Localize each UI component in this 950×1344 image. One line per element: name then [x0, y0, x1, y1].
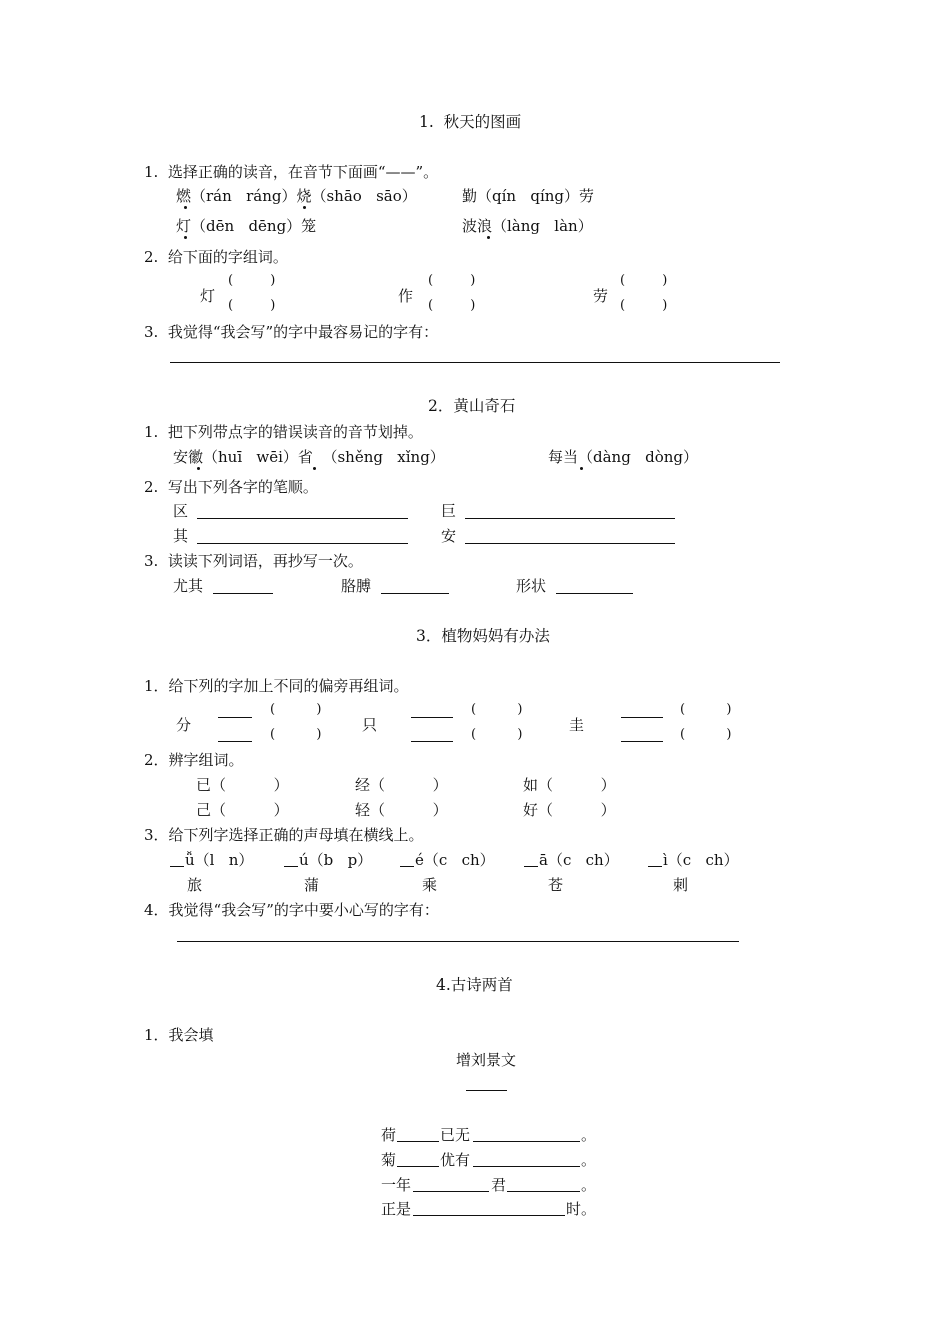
- s3-q3-item: ì（c ch）: [663, 851, 739, 869]
- answer-line[interactable]: [218, 717, 252, 718]
- s3-q3-char: 乘: [422, 876, 438, 894]
- answer-line[interactable]: [473, 1141, 580, 1142]
- answer-line[interactable]: [197, 543, 408, 544]
- s1-q2-char: 劳: [593, 287, 609, 305]
- s3-q4-label: 4．我觉得“我会写”的字中要小心写的字有：: [144, 901, 439, 919]
- s1-q2-char: 灯: [200, 287, 216, 305]
- answer-line[interactable]: [284, 866, 298, 867]
- answer-line[interactable]: [413, 1215, 565, 1216]
- section-2-title: 2．黄山奇石: [428, 397, 516, 415]
- s2-q1-item-a: 安徽（huī wēi）省 （shěng xǐng）: [173, 448, 445, 466]
- s1-q2-paren: ( ): [228, 298, 276, 313]
- s2-q2-char: 安: [441, 527, 457, 545]
- s1-q2-paren: ( ): [428, 298, 476, 313]
- s1-q2-char: 作: [398, 287, 414, 305]
- s1-q2-paren: ( ): [620, 298, 668, 313]
- s1-q2-paren: ( ): [228, 273, 276, 288]
- answer-line[interactable]: [397, 1166, 439, 1167]
- s3-q1-paren: ( ): [270, 727, 322, 742]
- poem-text: 荷: [381, 1126, 397, 1144]
- answer-line[interactable]: [400, 866, 414, 867]
- emphasis-dot: [197, 467, 200, 470]
- s3-q1-paren: ( ): [270, 702, 322, 717]
- s3-q2-item: 己（ ）: [196, 801, 289, 819]
- answer-line[interactable]: [621, 741, 663, 742]
- poem-text: 君: [491, 1176, 507, 1194]
- answer-line[interactable]: [170, 866, 184, 867]
- s2-q2-char: 其: [173, 527, 189, 545]
- s1-q2-paren: ( ): [428, 273, 476, 288]
- poem-text: 一年: [381, 1176, 412, 1194]
- s1-q1-row2-left: 灯（dēn dēng）笼: [176, 217, 317, 235]
- answer-line[interactable]: [465, 518, 675, 519]
- answer-line[interactable]: [473, 1166, 580, 1167]
- s2-q2-char: 区: [173, 502, 189, 520]
- answer-line[interactable]: [397, 1141, 439, 1142]
- s3-q2-item: 好（ ）: [523, 801, 616, 819]
- s3-q3-char: 旅: [187, 876, 203, 894]
- answer-line[interactable]: [213, 593, 273, 594]
- s3-q1-label: 1．给下列的字加上不同的偏旁再组词。: [144, 677, 409, 695]
- answer-line[interactable]: [621, 717, 663, 718]
- s3-q1-paren: ( ): [680, 727, 732, 742]
- emphasis-dot: [303, 206, 306, 209]
- author-blank[interactable]: [466, 1090, 507, 1091]
- s2-q2-label: 2. 写出下列各字的笔顺。: [144, 478, 318, 496]
- emphasis-dot: [313, 467, 316, 470]
- s2-q3-label: 3. 读读下列词语，再抄写一次。: [144, 552, 363, 570]
- poem-text: 。: [581, 1126, 597, 1144]
- emphasis-dot: [580, 467, 583, 470]
- answer-line[interactable]: [381, 593, 449, 594]
- s2-q2-char: 巨: [441, 502, 457, 520]
- s1-q1-label: 1. 选择正确的读音，在音节下面画“——”。: [144, 163, 439, 181]
- s1-q3-label: 3. 我觉得“我会写”的字中最容易记的字有：: [144, 323, 439, 341]
- emphasis-dot: [184, 206, 187, 209]
- s1-q2-paren: ( ): [620, 273, 668, 288]
- emphasis-dot: [184, 236, 187, 239]
- s3-q3-item: ú（b p）: [299, 851, 373, 869]
- answer-line[interactable]: [218, 741, 252, 742]
- s3-q1-char: 只: [362, 716, 378, 734]
- poem-text: 。: [581, 1151, 597, 1169]
- answer-line[interactable]: [648, 866, 662, 867]
- s1-q1-row2-right: 波浪（làng làn）: [462, 217, 593, 235]
- emphasis-dot: [487, 236, 490, 239]
- answer-line[interactable]: [413, 1191, 489, 1192]
- section-3-title: 3．植物妈妈有办法: [416, 627, 550, 645]
- poem-text: 已无: [440, 1126, 471, 1144]
- s3-q3-char: 苍: [548, 876, 564, 894]
- answer-line[interactable]: [411, 717, 453, 718]
- answer-line[interactable]: [507, 1191, 580, 1192]
- s3-q3-item: é（c ch）: [415, 851, 495, 869]
- poem-title: 增刘景文: [456, 1051, 517, 1069]
- s3-q3-char: 蒲: [304, 876, 320, 894]
- s1-q2-label: 2. 给下面的字组词。: [144, 248, 288, 266]
- section-1-title: 1. 秋天的图画: [419, 113, 522, 131]
- s3-q3-char: 刺: [673, 876, 689, 894]
- s3-q3-item: ā（c ch）: [539, 851, 619, 869]
- s2-q3-word: 胳膊: [341, 577, 372, 595]
- answer-line[interactable]: [197, 518, 408, 519]
- poem-text: 正是: [381, 1200, 412, 1218]
- poem-text: 菊: [381, 1151, 397, 1169]
- poem-text: 。: [581, 1176, 597, 1194]
- poem-text: 时。: [566, 1200, 597, 1218]
- s3-q1-char: 圭: [569, 716, 585, 734]
- s2-q3-word: 尤其: [173, 577, 204, 595]
- s3-q3-label: 3．给下列字选择正确的声母填在横线上。: [144, 826, 424, 844]
- s3-q2-item: 轻（ ）: [355, 801, 448, 819]
- s1-q1-row1-right: 勤（qín qíng）劳: [462, 187, 595, 205]
- s3-q2-label: 2．辨字组词。: [144, 751, 244, 769]
- answer-line[interactable]: [170, 362, 780, 363]
- s2-q3-word: 形状: [516, 577, 547, 595]
- s1-q1-row1-left: 燃（rán ráng）烧（shāo sāo）: [176, 187, 417, 205]
- answer-line[interactable]: [524, 866, 538, 867]
- answer-line[interactable]: [556, 593, 633, 594]
- s3-q1-char: 分: [176, 716, 192, 734]
- s4-q1-label: 1．我会填: [144, 1026, 214, 1044]
- poem-text: 优有: [440, 1151, 471, 1169]
- answer-line[interactable]: [177, 941, 739, 942]
- s3-q1-paren: ( ): [471, 727, 523, 742]
- s3-q2-item: 经（ ）: [355, 776, 448, 794]
- s3-q1-paren: ( ): [471, 702, 523, 717]
- answer-line[interactable]: [411, 741, 453, 742]
- answer-line[interactable]: [465, 543, 675, 544]
- s3-q2-item: 如（ ）: [523, 776, 616, 794]
- s2-q1-label: 1. 把下列带点字的错误读音的音节划掉。: [144, 423, 423, 441]
- s3-q1-paren: ( ): [680, 702, 732, 717]
- s3-q2-item: 已（ ）: [196, 776, 289, 794]
- s2-q1-item-b: 每当（dàng dòng）: [548, 448, 699, 466]
- section-4-title: 4.古诗两首: [436, 976, 513, 994]
- s3-q3-item: ǚ（l n）: [185, 851, 254, 869]
